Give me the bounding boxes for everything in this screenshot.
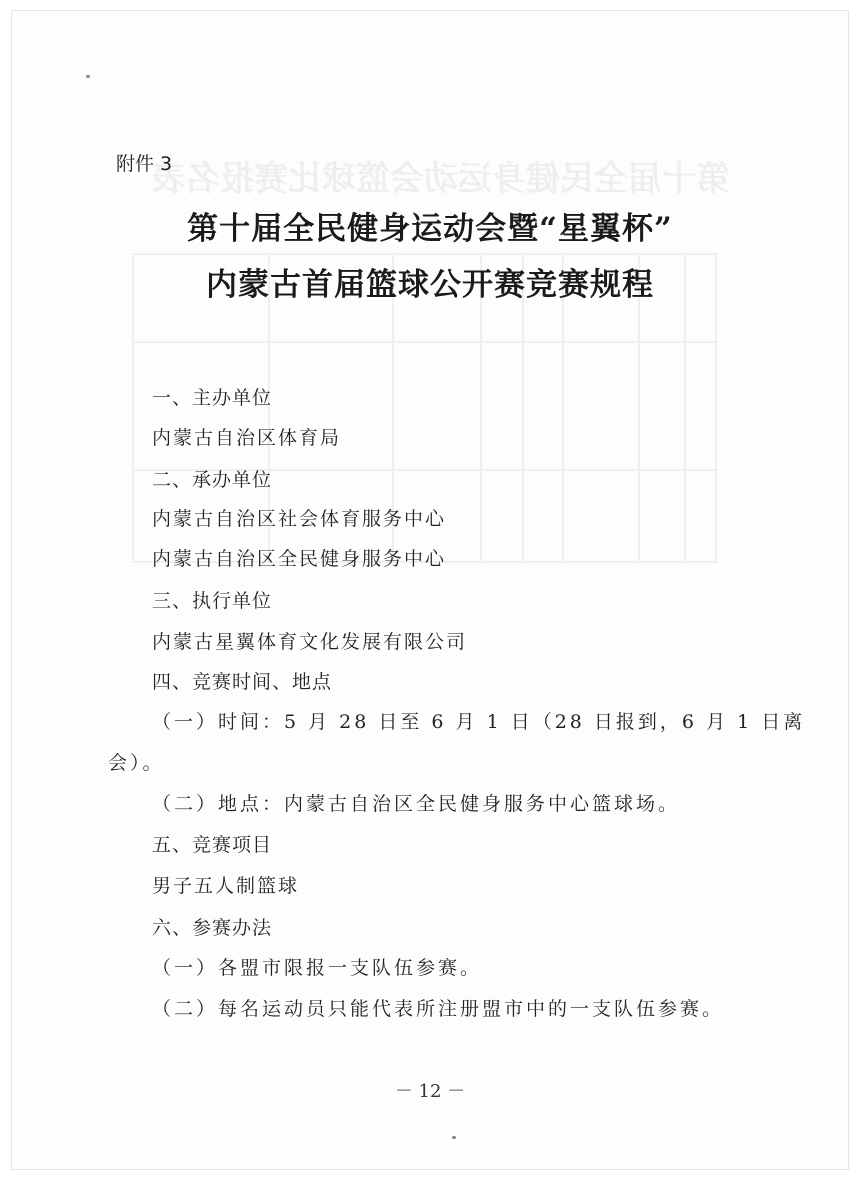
organizer-item: 内蒙古自治区体育局 (152, 427, 342, 449)
section-heading-time-place: 四、竞赛时间、地点 (152, 671, 333, 693)
section-heading-events: 五、竞赛项目 (152, 834, 273, 856)
executor-item: 内蒙古星翼体育文化发展有限公司 (152, 631, 468, 653)
document-title-line-2: 内蒙古首届篮球公开赛竞赛规程 (206, 267, 654, 303)
section-heading-executor: 三、执行单位 (152, 590, 273, 612)
section-heading-participation: 六、参赛办法 (152, 917, 273, 939)
participation-item: （一）各盟市限报一支队伍参赛。 (152, 957, 483, 979)
section-heading-host: 二、承办单位 (152, 469, 273, 491)
scan-speck (86, 75, 90, 78)
place-text: （二）地点：内蒙古自治区全民健身服务中心篮球场。 (152, 793, 681, 815)
section-heading-organizer: 一、主办单位 (152, 387, 273, 409)
host-item: 内蒙古自治区全民健身服务中心 (152, 548, 447, 570)
time-text-line-2: 会）。 (108, 752, 165, 774)
time-text-line-1: （一）时间：5 月 28 日至 6 月 1 日（28 日报到，6 月 1 日离 (152, 711, 806, 733)
document-page (11, 10, 849, 1170)
host-item: 内蒙古自治区社会体育服务中心 (152, 508, 447, 530)
event-item: 男子五人制篮球 (152, 875, 300, 897)
scan-speck (452, 1136, 456, 1139)
participation-item: （二）每名运动员只能代表所注册盟市中的一支队伍参赛。 (152, 998, 725, 1020)
page-number: － 12 － (394, 1081, 466, 1102)
document-title-line-1: 第十届全民健身运动会暨“星翼杯” (187, 211, 673, 247)
attachment-label: 附件 3 (116, 153, 173, 175)
bleed-title: 第十届全民健身运动会篮球比赛报名表 (152, 159, 730, 199)
